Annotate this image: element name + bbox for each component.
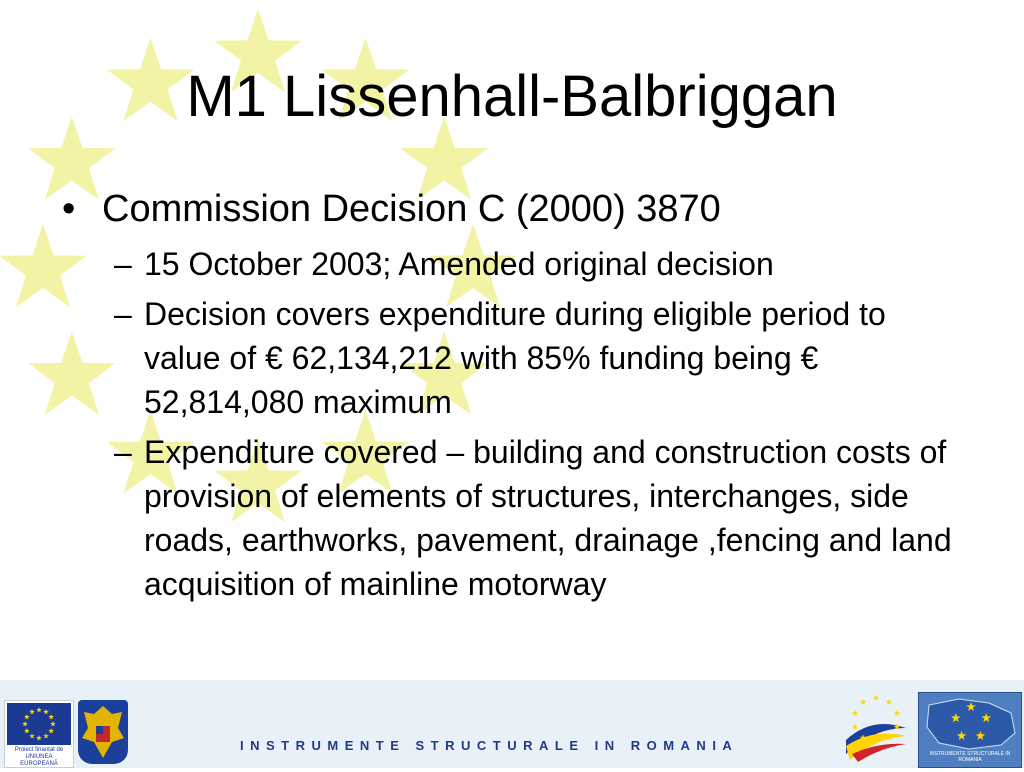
swoosh-star xyxy=(852,723,859,729)
main-bullet xyxy=(62,182,962,236)
sub-bullet-text: Decision covers expenditure during eligible period to value of € 62,134,212 with 85% funding being € 52,814,080 maximum xyxy=(144,296,886,420)
sub-bullet-expenditure xyxy=(114,430,962,606)
main-bullet-text: Commission Decision C (2000) 3870 xyxy=(102,188,721,230)
eu-logo xyxy=(4,700,74,768)
sub-bullet-text: 15 October 2003; Amended original decision xyxy=(144,246,774,282)
swoosh-star xyxy=(873,695,880,701)
sub-bullet-text: Expenditure covered – building and construction costs of provision of elements of structures, interchanges, side roads, earthworks, pavement, drainage ,fencing and land acquisition of mainline motorway xyxy=(144,434,952,602)
romania-map-logo xyxy=(918,692,1022,768)
sub-bullet-funding xyxy=(114,292,962,424)
slide-title: M1 Lissenhall-Balbriggan xyxy=(186,64,838,129)
swoosh-star xyxy=(886,699,893,705)
map-caption: INSTRUMENTE STRUCTURALE IN ROMANIA xyxy=(929,751,1011,763)
swoosh-star xyxy=(852,710,859,716)
eu-flag-icon xyxy=(7,703,71,745)
dash-mark: – xyxy=(114,246,132,282)
structural-instruments-swoosh-logo xyxy=(838,694,912,764)
swoosh-star xyxy=(894,710,901,716)
sub-bullet-list xyxy=(62,242,962,606)
sub-bullet-date xyxy=(114,242,962,286)
footer-tagline: INSTRUMENTE STRUCTURALE IN ROMANIA xyxy=(240,738,739,753)
dash-mark: – xyxy=(114,434,132,470)
eu-caption: Proiect finanțat de UNIUNEA EUROPEANĂ xyxy=(14,747,64,767)
swoosh-star xyxy=(860,699,867,705)
romania-coat-of-arms-icon xyxy=(78,700,128,764)
bullet-mark: • xyxy=(62,188,76,230)
slide-content xyxy=(62,182,962,606)
dash-mark: – xyxy=(114,296,132,332)
